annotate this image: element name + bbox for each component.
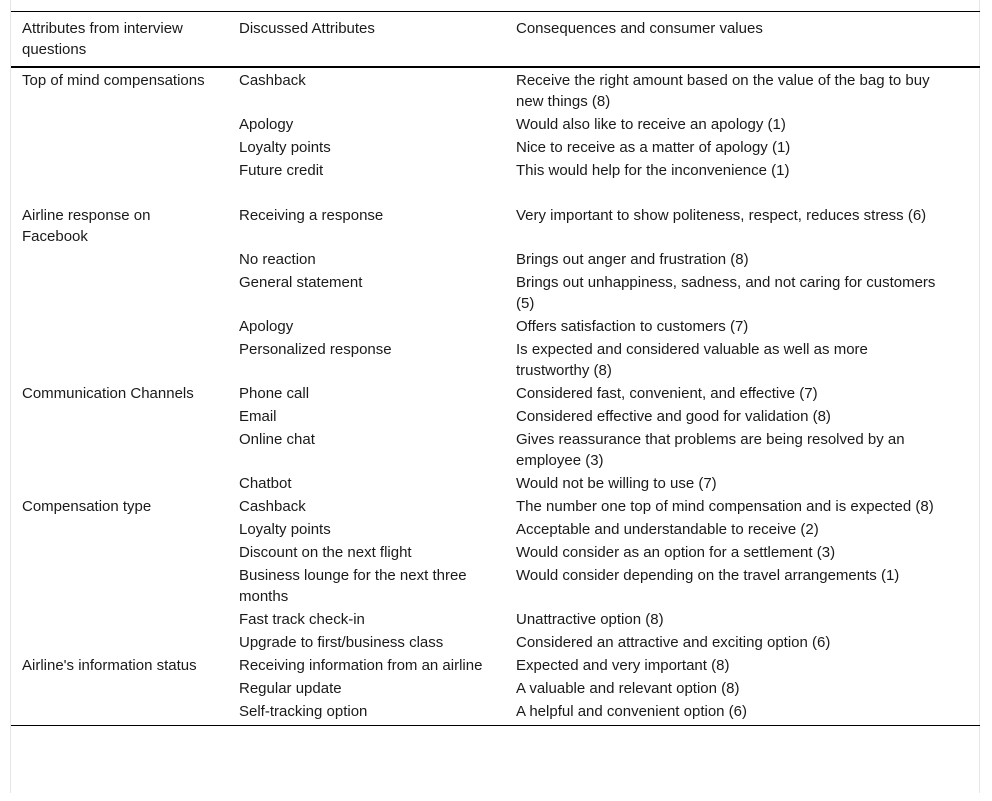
table-row	[11, 541, 980, 564]
cell-consequence: This would help for the inconvenience (1)	[516, 162, 790, 179]
table-row	[11, 67, 980, 113]
cell-attribute	[11, 136, 228, 159]
table-row	[11, 248, 980, 271]
table-row	[11, 204, 980, 248]
table-row	[11, 159, 980, 204]
cell-discussed: Apology	[239, 116, 294, 133]
cell-attribute: Airline's information status	[22, 657, 197, 674]
cell-attribute	[11, 564, 228, 608]
cell-consequence: Would consider depending on the travel arrangements (1)	[516, 567, 900, 584]
cell-consequence: Considered an attractive and exciting option (6)	[516, 634, 831, 651]
column-header-consequences: Consequences and consumer values	[516, 20, 763, 37]
table-row	[11, 315, 980, 338]
cell-attribute	[11, 271, 228, 315]
cell-discussed: Online chat	[239, 431, 315, 448]
cell-consequence: Would consider as an option for a settlement (3)	[516, 544, 836, 561]
cell-discussed: Self-tracking option	[239, 703, 368, 720]
table-row	[11, 564, 980, 608]
cell-consequence: Very important to show politeness, respect, reduces stress (6)	[516, 207, 927, 224]
cell-discussed: Regular update	[239, 680, 342, 697]
cell-attribute: Airline response on Facebook	[22, 207, 151, 245]
cell-discussed: Receiving a response	[239, 207, 384, 224]
cell-attribute	[11, 472, 228, 495]
column-header-attributes: Attributes from interview questions	[22, 20, 183, 58]
table-row	[11, 136, 980, 159]
cell-consequence: Considered fast, convenient, and effective (7)	[516, 385, 818, 402]
cell-attribute	[11, 248, 228, 271]
cell-consequence: Offers satisfaction to customers (7)	[516, 318, 749, 335]
cell-discussed: Upgrade to first/business class	[239, 634, 444, 651]
cell-consequence: Would also like to receive an apology (1)	[516, 116, 786, 133]
cell-discussed: Personalized response	[239, 341, 392, 358]
cell-discussed: Fast track check-in	[239, 611, 365, 628]
cell-attribute	[11, 315, 228, 338]
cell-attribute	[11, 677, 228, 700]
table-row	[11, 677, 980, 700]
cell-discussed: Loyalty points	[239, 139, 331, 156]
cell-discussed: Apology	[239, 318, 294, 335]
cell-consequence: Is expected and considered valuable as well as more trustworthy (8)	[516, 341, 868, 379]
cell-attribute	[11, 541, 228, 564]
cell-consequence: Nice to receive as a matter of apology (1)	[516, 139, 791, 156]
cell-attribute	[11, 405, 228, 428]
cell-consequence: The number one top of mind compensation and is expected (8)	[516, 498, 934, 515]
cell-discussed: Phone call	[239, 385, 310, 402]
cell-consequence: Expected and very important (8)	[516, 657, 730, 674]
table-row	[11, 382, 980, 405]
cell-consequence: Considered effective and good for validation (8)	[516, 408, 831, 425]
table-row	[11, 631, 980, 654]
table-row	[11, 271, 980, 315]
table-row	[11, 608, 980, 631]
table-row	[11, 338, 980, 382]
cell-consequence: A helpful and convenient option (6)	[516, 703, 747, 720]
cell-attribute: Compensation type	[22, 498, 152, 515]
cell-discussed: Receiving information from an airline	[239, 657, 483, 674]
cell-consequence: Brings out anger and frustration (8)	[516, 251, 749, 268]
cell-discussed: General statement	[239, 274, 363, 291]
cell-consequence: A valuable and relevant option (8)	[516, 680, 740, 697]
table-header-row	[11, 12, 980, 68]
table-row	[11, 405, 980, 428]
cell-discussed: Email	[239, 408, 277, 425]
cell-attribute	[11, 338, 228, 382]
cell-consequence: Gives reassurance that problems are being resolved by an employee (3)	[516, 431, 905, 469]
cell-attribute	[11, 631, 228, 654]
cell-consequence: Unattractive option (8)	[516, 611, 664, 628]
cell-discussed: Chatbot	[239, 475, 292, 492]
cell-attribute	[11, 428, 228, 472]
column-header-discussed: Discussed Attributes	[239, 20, 375, 37]
cell-attribute	[11, 159, 228, 204]
table-row	[11, 472, 980, 495]
cell-attribute	[11, 518, 228, 541]
table-row	[11, 518, 980, 541]
cell-consequence: Acceptable and understandable to receive (2)	[516, 521, 819, 538]
cell-discussed: No reaction	[239, 251, 316, 268]
cell-discussed: Discount on the next flight	[239, 544, 412, 561]
cell-discussed: Future credit	[239, 162, 324, 179]
cell-consequence: Receive the right amount based on the value of the bag to buy new things (8)	[516, 72, 930, 110]
table-row	[11, 495, 980, 518]
cell-discussed: Cashback	[239, 498, 306, 515]
cell-discussed: Cashback	[239, 72, 306, 89]
cell-consequence: Would not be willing to use (7)	[516, 475, 717, 492]
table-row	[11, 428, 980, 472]
table-row	[11, 113, 980, 136]
cell-attribute: Communication Channels	[22, 385, 194, 402]
cell-discussed: Loyalty points	[239, 521, 331, 538]
cell-attribute	[11, 113, 228, 136]
attributes-table	[11, 11, 980, 726]
table-container	[10, 0, 980, 793]
cell-discussed: Business lounge for the next three months	[239, 567, 467, 605]
cell-attribute	[11, 700, 228, 726]
cell-attribute	[11, 608, 228, 631]
cell-consequence: Brings out unhappiness, sadness, and not caring for customers (5)	[516, 274, 936, 312]
table-row	[11, 700, 980, 726]
table-row	[11, 654, 980, 677]
cell-attribute: Top of mind compensations	[22, 72, 205, 89]
